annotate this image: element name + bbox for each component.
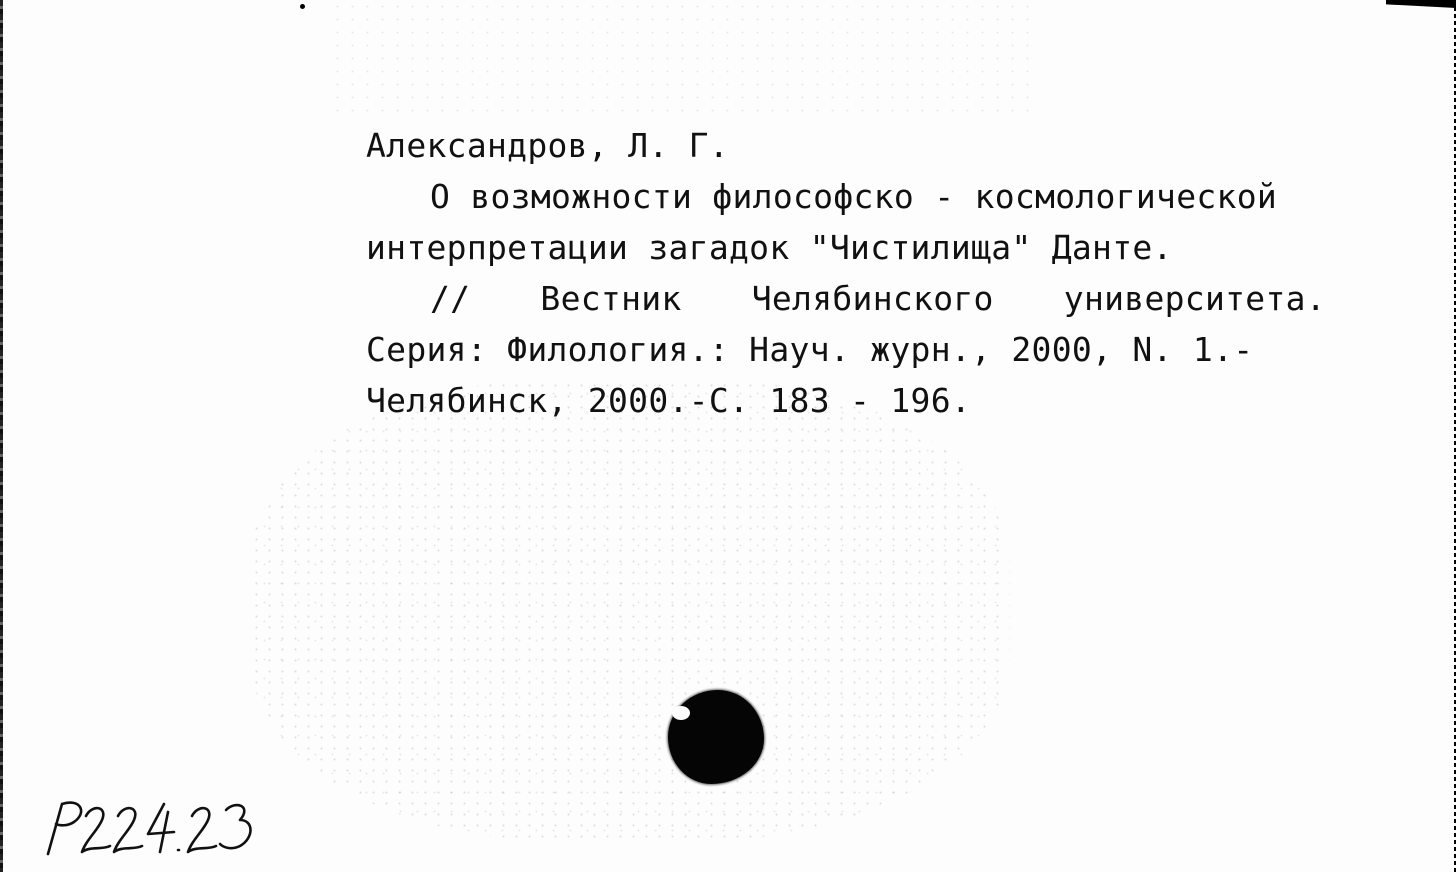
source-line-3: Челябинск, 2000.-С. 183 - 196. bbox=[366, 381, 972, 420]
author-heading: Александров, Л. Г. bbox=[366, 126, 730, 165]
source-word: Вестник bbox=[540, 279, 682, 318]
title-line-1: О возможности философско - космологической bbox=[430, 177, 1278, 216]
scan-noise-top bbox=[330, 0, 1030, 120]
punch-hole-chip bbox=[672, 706, 690, 720]
handwritten-shelfmark bbox=[40, 790, 280, 870]
source-word: Челябинского bbox=[751, 279, 994, 318]
source-word: университета. bbox=[1063, 279, 1326, 318]
title-line-2: интерпретации загадок "Чистилища" Данте. bbox=[366, 228, 1173, 267]
card-top-right-corner bbox=[1386, 0, 1456, 8]
scan-dust-dot bbox=[300, 4, 305, 9]
source-word: // bbox=[430, 279, 471, 318]
source-line-1 bbox=[366, 273, 1326, 324]
card-punch-hole bbox=[668, 690, 764, 784]
scan-noise-center bbox=[250, 380, 1010, 840]
bibliographic-entry bbox=[366, 120, 1326, 426]
shelfmark-signature bbox=[40, 790, 280, 870]
card-left-edge bbox=[0, 0, 3, 872]
source-line-2: Серия: Филология.: Науч. журн., 2000, N. 1.- bbox=[366, 330, 1254, 369]
